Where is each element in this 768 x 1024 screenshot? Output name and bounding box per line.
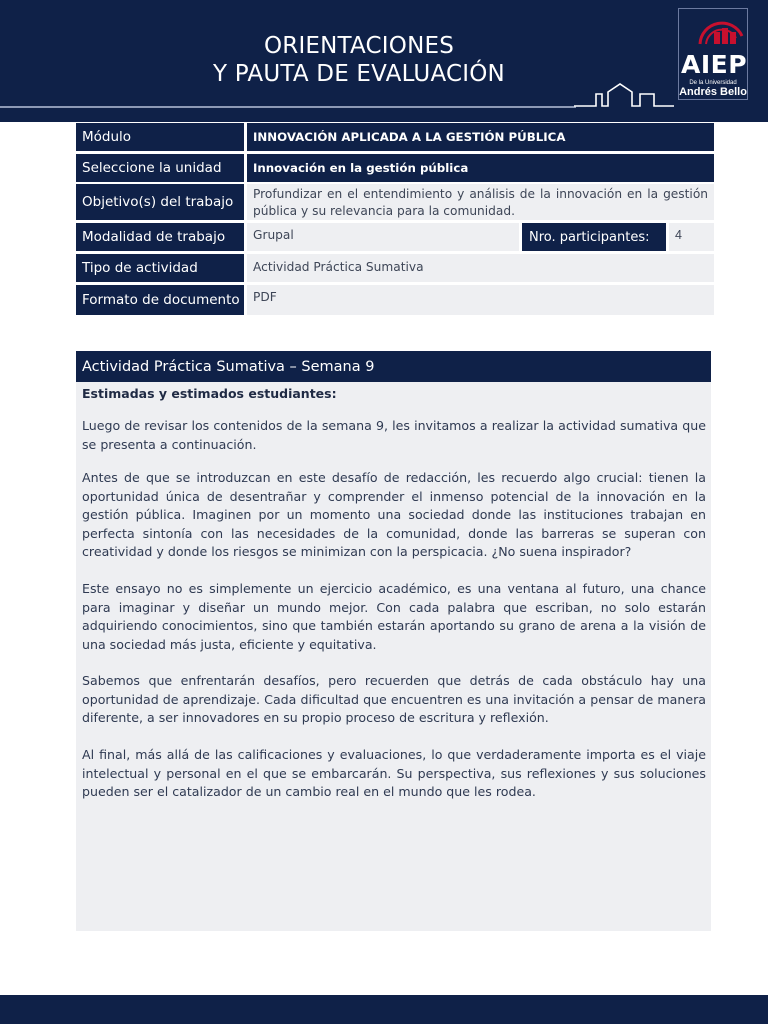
value-tipo: Actividad Práctica Sumativa	[247, 254, 714, 282]
label-objetivo: Objetivo(s) del trabajo	[76, 184, 244, 220]
page-header	[0, 0, 768, 122]
value-modalidad: Grupal	[247, 223, 519, 251]
activity-greeting: Estimadas y estimados estudiantes:	[82, 386, 337, 401]
logo-building-icon	[694, 14, 748, 52]
row-modalidad	[76, 223, 714, 251]
activity-paragraph: Este ensayo no es simplemente un ejercicio académico, es una ventana al futuro, una chance para imaginar y diseñar un mundo mejor. Con cada palabra que escriban, no solo estarán adquiriendo conocimientos, sino que también estarán aportando su grano de arena a la visión de una sociedad más justa, eficiente y equitativa.	[82, 581, 706, 652]
label-formato: Formato de documento	[76, 285, 244, 315]
header-divider	[0, 106, 576, 108]
row-formato	[76, 285, 714, 315]
activity-title: Actividad Práctica Sumativa – Semana 9	[76, 351, 711, 382]
logo-university-name: Andrés Bello	[679, 86, 747, 98]
page-footer	[0, 995, 768, 1024]
value-participantes: 4	[669, 223, 714, 251]
header-title-line2: Y PAUTA DE EVALUACIÓN	[213, 61, 505, 87]
logo-text: AIEP	[680, 50, 748, 79]
label-tipo: Tipo de actividad	[76, 254, 244, 282]
label-modulo: Módulo	[76, 123, 244, 151]
value-unidad: Innovación en la gestión pública	[247, 154, 714, 182]
row-objetivo	[76, 184, 714, 220]
logo-subtitle: De la Universidad	[689, 80, 737, 86]
row-unidad	[76, 154, 714, 182]
activity-body	[76, 382, 711, 931]
skyline-icon	[574, 82, 674, 110]
activity-paragraph: Luego de revisar los contenidos de la semana 9, les invitamos a realizar la actividad sumativa que se presenta a continuación.	[82, 418, 706, 452]
label-participantes: Nro. participantes:	[522, 223, 666, 251]
value-formato: PDF	[247, 285, 714, 315]
label-modalidad: Modalidad de trabajo	[76, 223, 244, 251]
activity-paragraph: Sabemos que enfrentarán desafíos, pero recuerden que detrás de cada obstáculo hay una oportunidad de aprendizaje. Cada dificultad que encuentren es una invitación a pensar de manera diferente, a ser innovadores en su propio proceso de escritura y reflexión.	[82, 673, 706, 725]
activity-paragraph: Antes de que se introduzcan en este desafío de redacción, les recuerdo algo crucial: tienen la oportunidad única de desentrañar y comprender el inmenso potencial de la innovación en la gestión pública. Imaginen por un momento una sociedad donde las instituciones trabajan en perfecta sintonía con las necesidades de la comunidad, donde las barreras se superan con creatividad y donde los riesgos se minimizan con la perspicacia. ¿No suena inspirador?	[82, 470, 706, 559]
activity-paragraph: Al final, más allá de las calificaciones y evaluaciones, lo que verdaderamente importa es el viaje intelectual y personal en el que se embarcarán. Su perspectiva, sus reflexiones y sus soluciones pueden ser el catalizador de un cambio real en el mundo que les rodea.	[82, 747, 706, 799]
row-tipo	[76, 254, 714, 282]
value-modulo: INNOVACIÓN APLICADA A LA GESTIÓN PÚBLICA	[247, 123, 714, 151]
label-unidad: Seleccione la unidad	[76, 154, 244, 182]
row-modulo	[76, 123, 714, 151]
value-objetivo: Profundizar en el entendimiento y análisis de la innovación en la gestión pública y su relevancia para la comunidad.	[247, 184, 714, 220]
header-title-line1: ORIENTACIONES	[263, 33, 455, 59]
